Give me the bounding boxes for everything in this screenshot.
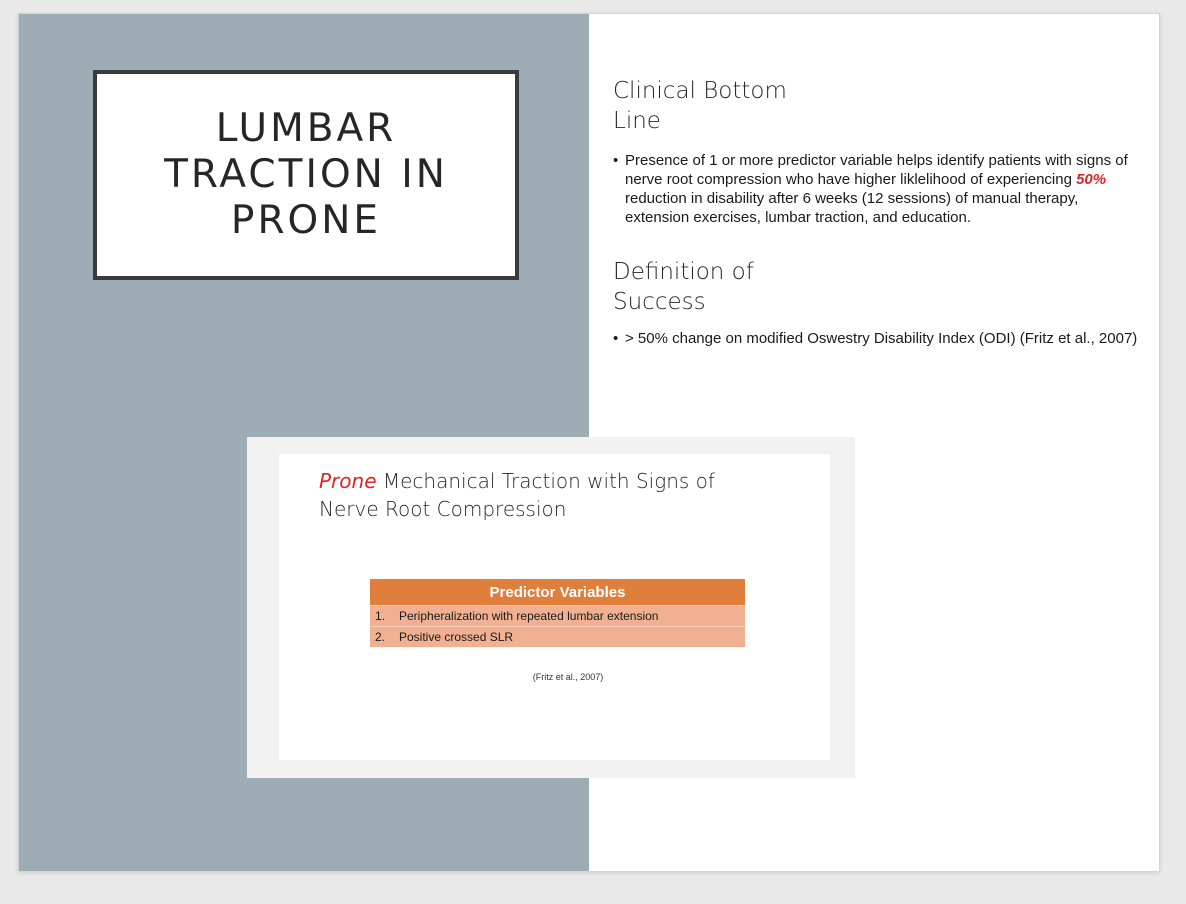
table-row [370,627,745,648]
row-text: Peripheralization with repeated lumbar extension [393,606,745,627]
bullet-dot: • [613,152,619,169]
embedded-slide-frame[interactable] [247,437,855,778]
bullet-text: > 50% change on modified Oswestry Disability Index (ODI) (Fritz et al., 2007) [625,330,1138,347]
heading-definition-of-success: Definition of Success [613,259,754,315]
title-box[interactable] [93,70,519,280]
slide-title: LUMBAR TRACTION IN PRONE [164,106,448,243]
embedded-slide-title [319,467,739,523]
predictor-variables-table [370,579,745,647]
row-number: 2. [370,627,393,648]
bullet-text-start: Presence of 1 or more predictor variable helps identify patients with signs of nerve root compression who have higher liklelihood of experiencing [625,152,1128,188]
bullet-clinical-bottom-line [613,151,1141,227]
slide-canvas [18,13,1160,872]
embedded-slide [279,454,830,760]
row-text: Positive crossed SLR [393,627,745,648]
citation: (Fritz et al., 2007) [532,672,604,682]
bullet-dot: • [613,330,619,347]
bullet-text-end: reduction in disability after 6 weeks (12 sessions) of manual therapy, extension exercises, lumbar traction, and education. [625,190,1079,226]
heading-clinical-bottom-line: Clinical Bottom Line [613,78,787,134]
title-rest: Mechanical Traction with Signs of Nerve Root Compression [319,469,715,521]
table-row [370,606,745,627]
title-red-word: Prone [319,469,377,493]
table-header: Predictor Variables [370,579,745,606]
emphasis-percent: 50% [1076,171,1107,188]
bullet-definition-of-success [613,329,1141,348]
row-number: 1. [370,606,393,627]
